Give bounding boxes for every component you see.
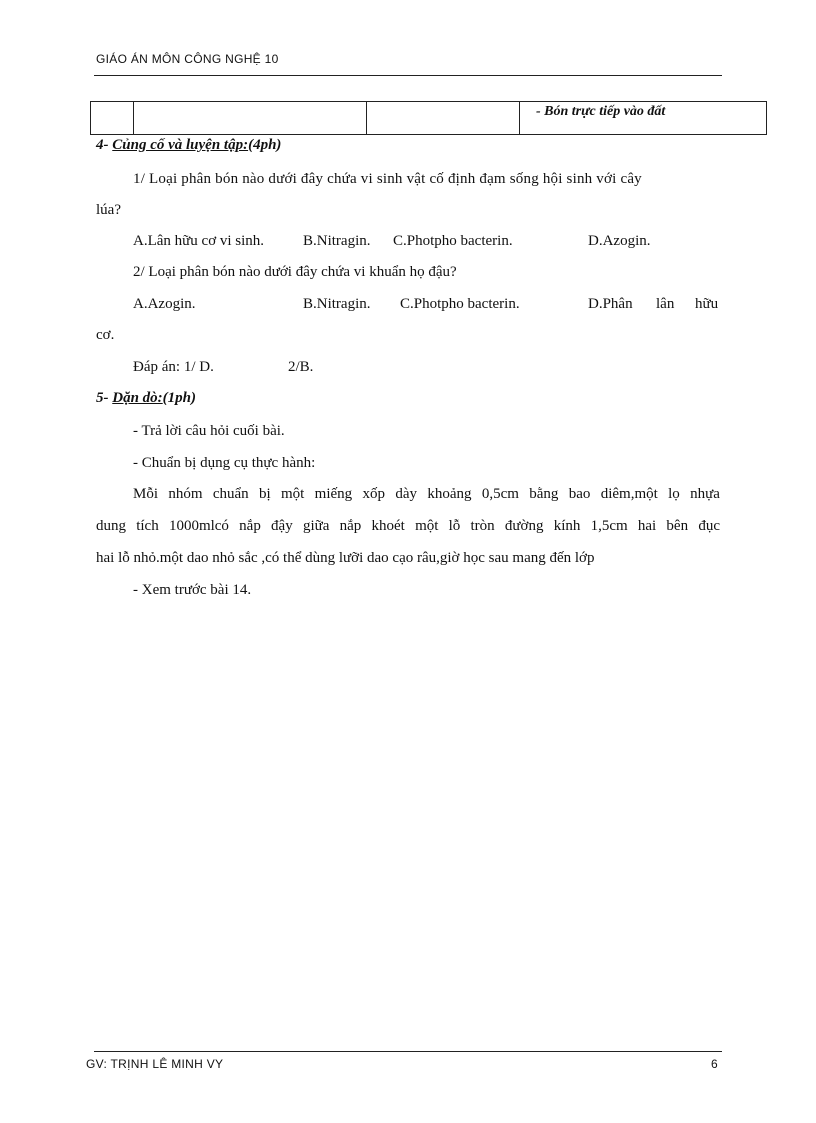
section-4-title: Củng cố và luyện tập: [112,137,249,153]
paragraph-word: đậy [271,518,293,534]
paragraph-word: bị [259,486,271,502]
table-row [91,102,767,135]
question-2-line-2: cơ. [96,327,115,343]
section-4-duration: (4ph) [248,137,282,153]
paragraph-word: Mỗi [133,486,159,502]
table-cell [134,102,367,135]
table-cell-fertilizing: - Bón trực tiếp vào đất [520,102,767,135]
paragraph-word: đường [504,518,544,534]
paragraph-word: dung [96,518,126,534]
paragraph-word: giữa [302,518,330,534]
section-5-duration: (1ph) [162,390,197,406]
paragraph-word: 1000mlcó [168,518,229,534]
answer-key: Đáp án: 1/ D. [133,359,214,375]
paragraph-word: một [415,518,439,534]
paragraph-word: nắp [339,518,362,534]
header-rule [94,75,722,76]
table-cell [367,102,520,135]
question-1-line-1 [133,171,720,188]
paragraph-word: nhóm [168,486,203,502]
footer-rule [94,1051,722,1052]
paragraph-word: tích [136,518,159,534]
table-cell [91,102,134,135]
question-1-line-2: lúa? [96,202,121,218]
section-4-number: 4- [96,137,113,153]
paragraph-word: bên [666,518,689,534]
paragraph-word: bao [568,486,591,502]
paragraph-word: miếng [314,486,353,502]
homework-item-2: - Chuẩn bị dụng cụ thực hành: [133,455,316,471]
paragraph-word: xốp [362,486,385,502]
paragraph-word: nhựa [690,486,720,502]
paragraph-word: lọ [668,486,680,502]
question-2-option-b: B.Nitragin. [303,296,371,312]
question-2-option-c: C.Photpho bacterin. [400,296,520,312]
paragraph-word: lỗ [448,518,461,534]
question-2-option-d-word-3: hữu [695,296,719,312]
paragraph-word: dày [395,486,417,502]
paragraph-word: 0,5cm [481,486,519,502]
paragraph-word: tròn [470,518,495,534]
section-4-heading [96,137,281,154]
question-1-option-c: C.Photpho bacterin. [393,233,513,249]
question-2-line-1: 2/ Loại phân bón nào dưới đây chứa vi khuẩn họ đậu? [133,264,457,280]
section-5-number: 5- [96,390,113,406]
paragraph-word: diêm,một [600,486,658,502]
paragraph-word: kính [553,518,581,534]
materials-paragraph-line-3: hai lỗ nhỏ.một dao nhỏ sắc ,có thể dùng lưỡi dao cạo râu,giờ học sau mang đến lớp [96,550,595,566]
paragraph-word: 1,5cm [590,518,628,534]
page-header: GIÁO ÁN MÔN CÔNG NGHỆ 10 [96,52,279,66]
question-2-option-d-word-1: D.Phân [588,296,633,312]
section-5-heading [96,390,196,407]
answer-key-2: 2/B. [288,359,314,375]
materials-paragraph-line-1 [133,486,720,503]
paragraph-word: hai [637,518,657,534]
question-2-option-a: A.Azogin. [133,296,196,312]
question-1-option-b: B.Nitragin. [303,233,371,249]
paragraph-word: chuẩn [212,486,249,502]
paragraph-word: nắp [239,518,261,534]
page-number: 6 [711,1057,718,1071]
paragraph-word: đục [698,518,720,534]
paragraph-word: khoảng [427,486,472,502]
homework-item-1: - Trả lời câu hỏi cuối bài. [133,423,285,439]
question-2-option-d-word-2: lân [656,296,675,312]
paragraph-word: bằng [529,486,559,502]
paragraph-word: một [281,486,305,502]
question-1-text: 1/ Loại phân bón nào dưới đây chứa vi sinh vật cố định đạm sống hội sinh với cây [133,171,642,187]
question-1-option-a: A.Lân hữu cơ vi sinh. [133,233,265,249]
teacher-name: GV: TRỊNH LÊ MINH VY [86,1057,224,1071]
paragraph-word: khoét [371,518,405,534]
section-5-title: Dặn dò: [112,390,163,406]
continued-table [90,101,767,135]
question-1-option-d: D.Azogin. [588,233,651,249]
materials-paragraph-line-2 [96,518,720,535]
homework-item-3: - Xem trước bài 14. [133,582,252,598]
